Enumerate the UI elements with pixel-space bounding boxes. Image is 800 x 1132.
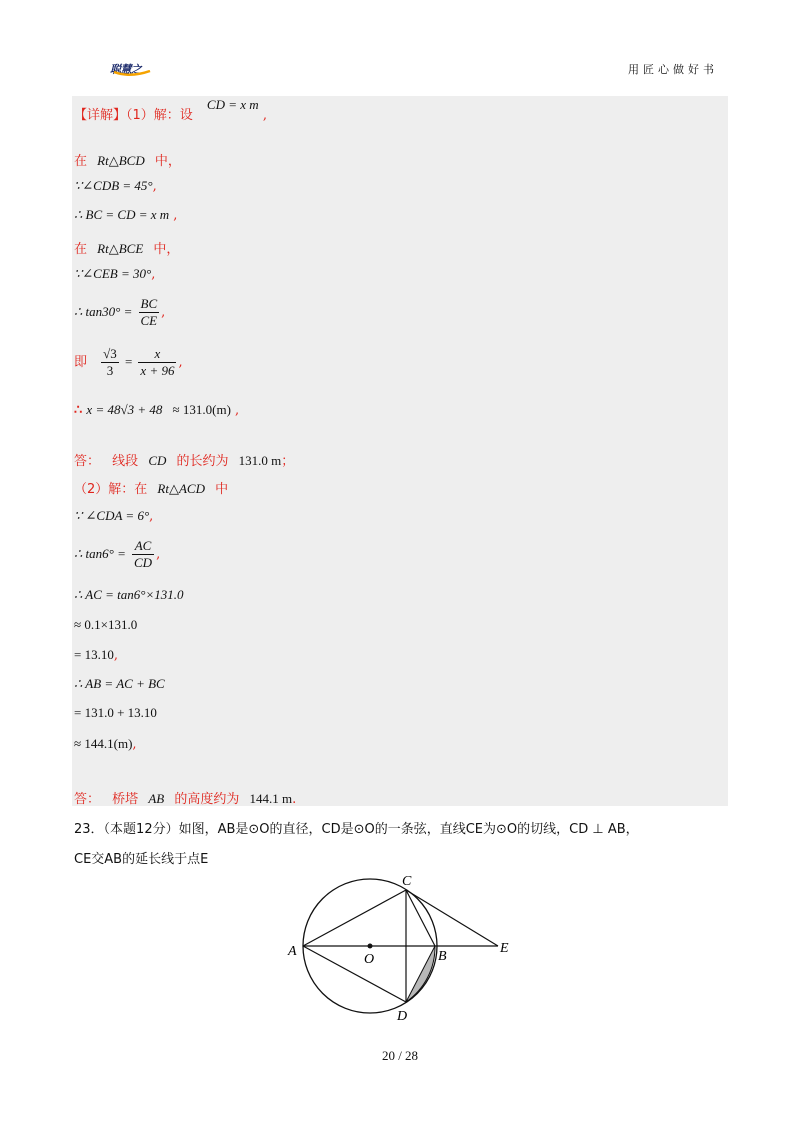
- punct: ；: [281, 454, 295, 469]
- answer-value: 144.1 m: [249, 791, 293, 806]
- solution-line-9: ∴ x = 48√3 + 48 ≈ 131.0(m) ,: [74, 402, 240, 418]
- math-triangle-bce: Rt△BCE: [97, 241, 144, 256]
- math-tan6: ∴ tan6° =: [74, 546, 126, 561]
- part2-line-1: ∵ ∠CDA = 6°,: [74, 508, 154, 524]
- solution-line-5: [74, 238, 179, 257]
- math-approx-1: ≈ 0.1×131.0: [74, 617, 138, 632]
- math-angle-ceb: ∵∠CEB = 30°: [74, 266, 152, 281]
- part-2-header: [74, 478, 228, 497]
- detail-label: 【详解】（1）解：设: [74, 108, 193, 123]
- math-triangle-bcd: Rt△BCD: [97, 153, 145, 168]
- math-sum-values: = 131.0 + 13.10: [74, 705, 157, 720]
- fraction-numerator: BC: [140, 296, 158, 311]
- math-ac-expr: ∴ AC = tan6°×131.0: [74, 587, 184, 602]
- question-23-line-1: 23．（本题12分）如图，AB是⊙O的直径，CD是⊙O的一条弦，直线CE为⊙O的切线，CD ⊥ AB，: [74, 822, 639, 837]
- fraction-bc-ce: [139, 296, 160, 329]
- math-angle-cda: ∵ ∠CDA = 6°: [74, 508, 150, 523]
- part2-line-8: ≈ 144.1(m),: [74, 736, 137, 752]
- part2-line-7: [74, 705, 157, 721]
- part2-line-2: ∴ tan6° = $\frac{AC}{CD}$ ,: [74, 538, 161, 570]
- math-cd: CD: [148, 453, 167, 468]
- fraction-numerator: √3: [103, 346, 117, 361]
- fraction-ac-cd: [132, 538, 154, 571]
- solution-line-1: 【详解】（1）解：设 CD = x m ,: [74, 97, 267, 123]
- math-angle-cdb: ∵∠CDB = 45°: [74, 178, 153, 193]
- text-xianduan: 线段: [112, 454, 139, 469]
- part2-line-6: [74, 676, 165, 692]
- logo-text: 聪慧之: [110, 63, 142, 76]
- fraction-denominator: x + 96: [140, 363, 175, 378]
- solution-line-2: [74, 150, 181, 169]
- text-qiaota: 桥塔: [112, 792, 139, 807]
- part2-line-5: = 13.10,: [74, 647, 118, 663]
- therefore-symbol: ∴: [74, 403, 83, 418]
- math-cd-eq: CD = x m: [206, 97, 259, 112]
- text-zhong: 中: [215, 482, 229, 497]
- text-zai: 在: [74, 242, 88, 257]
- label-c: C: [402, 874, 412, 889]
- solution-line-8: 即 $\frac{√3}{3}$ = $\frac{x}{x + 96}$ ,: [74, 346, 183, 378]
- fraction-denominator: CD: [134, 555, 153, 570]
- text-zhong: 中，: [154, 154, 181, 169]
- line-ad: [303, 946, 406, 1002]
- fraction-denominator: CE: [140, 313, 158, 328]
- text-zhong: 中，: [153, 242, 180, 257]
- question-23-line-2: CE交AB的延长线于点E: [74, 852, 209, 867]
- center-point: [368, 944, 373, 949]
- fraction-x-x96: [138, 346, 176, 379]
- math-bc-eq-cd: ∴ BC = CD = x m: [74, 207, 170, 222]
- fraction-numerator: AC: [132, 538, 154, 555]
- label-o: O: [364, 952, 375, 967]
- fraction-sqrt3-3: [101, 346, 119, 379]
- logo-swoosh-icon: [112, 70, 152, 78]
- part2-label: （2）解：在: [74, 482, 148, 497]
- page-number: 20 / 28: [381, 1048, 419, 1063]
- math-ab-sum: ∴ AB = AC + BC: [74, 676, 165, 691]
- text-ji: 即: [74, 355, 88, 370]
- text-length: 的长约为: [176, 454, 229, 469]
- answer-2: [74, 788, 296, 807]
- tangent-ce: [406, 890, 498, 946]
- publisher-logo: [110, 58, 152, 78]
- circle-geometry-figure: [280, 870, 520, 1030]
- answer-value: 131.0 m: [238, 453, 282, 468]
- line-ac: [303, 890, 406, 946]
- math-triangle-acd: Rt△ACD: [157, 481, 205, 496]
- header-motto: 用匠心做好书: [628, 63, 718, 76]
- label-a: A: [288, 944, 297, 959]
- answer-label: 答：: [74, 792, 101, 807]
- solution-line-6: ∵∠CEB = 30°,: [74, 266, 156, 282]
- text-zai: 在: [74, 154, 88, 169]
- fraction-denominator: 3: [106, 363, 114, 378]
- math-x-solution: x = 48√3 + 48: [86, 402, 163, 417]
- part2-line-4: [74, 617, 137, 633]
- math-x-approx: ≈ 131.0(m): [172, 402, 231, 417]
- label-b: B: [438, 949, 447, 964]
- fraction-numerator: x: [138, 346, 176, 363]
- math-ab-approx: ≈ 144.1(m): [74, 736, 133, 751]
- answer-1: [74, 450, 294, 469]
- math-ab: AB: [148, 791, 165, 806]
- solution-line-7: ∴ tan30° = $\frac{BC}{CE}$ ,: [74, 296, 166, 328]
- part2-line-3: [74, 587, 184, 603]
- math-tan30: ∴ tan30° =: [74, 304, 133, 319]
- solution-line-4: ∴ BC = CD = x m ,: [74, 207, 178, 223]
- solution-line-3: ∵∠CDB = 45°,: [74, 178, 157, 194]
- label-e: E: [500, 941, 509, 956]
- label-d: D: [397, 1009, 408, 1024]
- text-height: 的高度约为: [174, 792, 240, 807]
- math-eq-1310: = 13.10: [74, 647, 114, 662]
- answer-label: 答：: [74, 454, 101, 469]
- punct: .: [292, 792, 297, 807]
